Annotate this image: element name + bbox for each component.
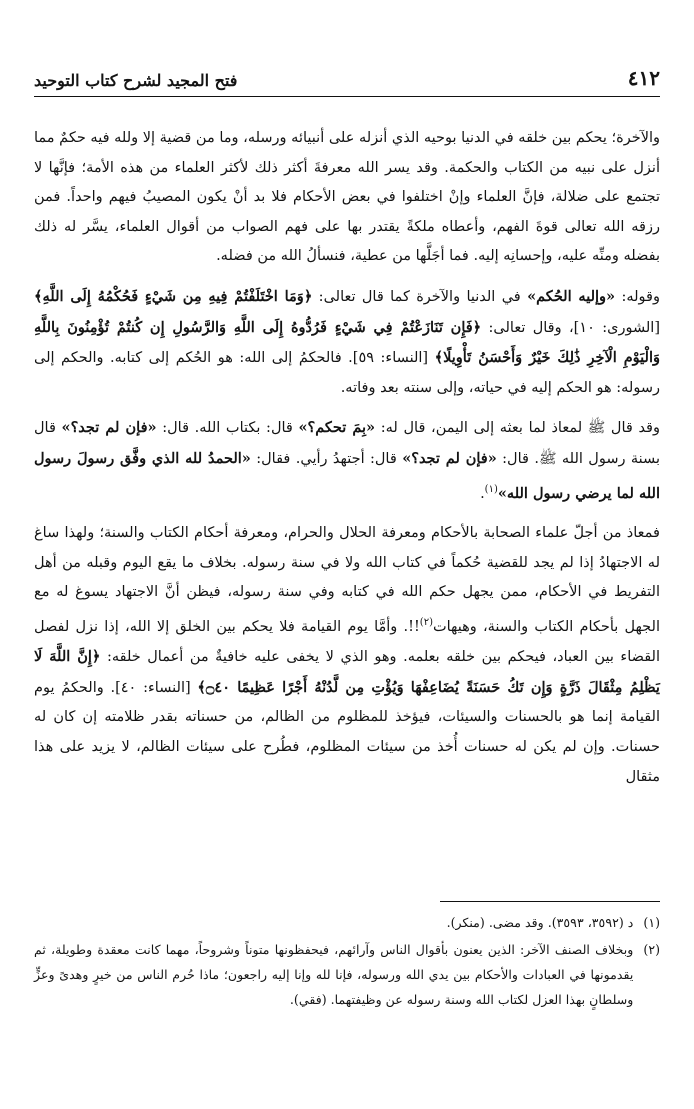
p2-text-end: [النساء: ٥٩]. فالحكمُ إلى الله: هو الحُكم إلى كتابه. والحكم إلى رسوله: هو الحكم إليه في حياته، وإلى سنته بعد وفاته. (34, 350, 660, 396)
paragraph-3 (34, 413, 660, 509)
p2-text-start: وقوله: (615, 288, 660, 305)
p3-text-e: قال بسنة رسول الله ﷺ. قال: (34, 420, 660, 467)
p4-text-b: !!. وأمَّا يوم القيامة فلا يحكم بين الخلق إلا الله، إذا نزل لفصل القضاء بين العباد، فيحكم بين خلقه بعلمه. وهو الذي لا يخفى عليه خافيةٌ من أعمال خلقه: (34, 618, 660, 666)
quran-verse-nisa-40: ﴿إِنَّ اللَّهَ لَا يَظْلِمُ مِثْقَالَ ذَرَّةٍ وَإِن تَكُ حَسَنَةً يُضَاعِفْهَا وَيُؤْتِ مِن لَّدُنْهُ أَجْرًا عَظِيمًا ۝٤٠﴾ (34, 648, 660, 696)
hadith-quote-4: «الحمدُ لله الذي وفَّق رسولَ رسول الله لما يرضي رسول الله» (34, 449, 660, 502)
footnote-number: (٢) (643, 942, 660, 957)
paragraph-2 (34, 282, 660, 403)
page-number: ٤١٢ (627, 66, 660, 90)
footnote-text: د (٣٥٩٢، ٣٥٩٣). وقد مضى. (منكر). (446, 915, 634, 930)
p3-text-a: وقد قال ﷺ لمعاذ لما بعثه إلى اليمن، قال له: (375, 420, 660, 437)
footnote-text: وبخلاف الصنف الآخر: الذين يعنون بأقوال الناس وآرائهم، فيحفظونها متوناً وشروحاً، مهما كانت معقدة وطويلة، ثم يقدمونها في العبادات والأحكام بين يدي الله ورسوله، فإنا لله وإنا إليه راجعون؛ ماذا حُرم الناس من خيرٍ وهدىً وعزٍّ وسلطانٍ بهذا العزل لكتاب الله وسنة رسوله عن وظيفتهما. (فقي). (34, 942, 634, 1007)
p3-text-c: قال: بكتاب الله. قال: (156, 420, 299, 437)
p3-text-end: . (480, 485, 485, 502)
p2-text-mid1: في الدنيا والآخرة كما قال تعالى: (312, 288, 528, 305)
footnote-ref-2: (٢) (419, 616, 433, 628)
footnote-1 (34, 910, 660, 935)
hadith-quote-2: «فإن لم تجد؟» (61, 419, 157, 437)
quran-verse-shura: ﴿وَمَا اخْتَلَفْتُمْ فِيهِ مِن شَيْءٍ فَحُكْمُهُ إِلَى اللَّهِ﴾ (34, 287, 313, 305)
paragraph-4 (34, 519, 660, 792)
p3-text-g: قال: أجتهدُ رأيي. فقال: (250, 450, 403, 467)
quoted-phrase: «وإليه الحُكم» (527, 287, 616, 305)
p4-text-a: فمعاذ من أجلّ علماء الصحابة بالأحكام ومعرفة الحلال والحرام، ومعرفة أحكام الكتاب والسنة؛ ولهذا ساغ له الاجتهادُ إذا لم يجد للقضية حُكماً في كتاب الله ولا في سنة رسوله. بخلاف ما يقع اليوم وقبله من أهل التفريط في الأحكام، ممن يجهل حكم الله في كتابه وفي سنة رسوله، فيظن أنَّ الاجتهاد يسوغ له مع الجهل بأحكام الكتاب والسنة، وهيهات (34, 524, 660, 635)
quran-verse-nisa-59: ﴿فَإِن تَنَازَعْتُمْ فِي شَيْءٍ فَرُدُّوهُ إِلَى اللَّهِ وَالرَّسُولِ إِن كُنتُمْ تُؤْمِنُونَ بِاللَّهِ وَالْيَوْمِ الْآخِرِ ذَٰلِكَ خَيْرٌ وَأَحْسَنُ تَأْوِيلًا﴾ (34, 318, 660, 367)
footnote-2 (34, 937, 660, 1012)
header-rule (34, 96, 660, 97)
page-header (34, 58, 660, 90)
p4-text-c: [النساء: ٤٠]. والحكمُ يوم القيامة إنما هو بالحسنات والسيئات، فيؤخذ للمظلوم من الظالم، من حسناته بقدر ظلامته إن كان له حسنات. وإن لم يكن له حسنات أُخذ من سيئات المظلوم، فطُرح على سيئات الظالم، لا يزيد على هذا مثقال (34, 679, 660, 785)
hadith-quote-3: «فإن لم تجد؟» (402, 449, 497, 467)
hadith-quote-1: «بِمَ تحكم؟» (298, 419, 376, 437)
footnote-ref-1: (١) (484, 483, 498, 495)
footnote-rule (440, 901, 660, 902)
running-title: فتح المجيد لشرح كتاب التوحيد (34, 71, 238, 90)
main-text (34, 124, 660, 792)
paragraph-1: والآخرة؛ يحكم بين خلقه في الدنيا بوحيه الذي أنزله على أنبيائه ورسله، وما من قضية إلا ولله فيه حكمٌ مما أنزل على نبيه من الكتاب والحكمة. وقد يسر الله معرفةَ أكثر ذلك لأكثر العلماء من هذه الأمة؛ فإنَّها لا تجتمع على ضلالة، فإنَّ العلماء وإنْ اختلفوا في بعض الأحكام فلا بد أنْ يكون المصيبُ فيهم واحداً. فمن رزقه الله تعالى قوةَ الفهم، وأعطاه ملكةً يقتدر بها على فهم الصواب من أقوال العلماء، يسَّر له ذلك بفضله ومنِّه عليه، وإحسانِه إليه. فما أجَلَّها من عطية، فنسألُ الله من فضله. (34, 130, 660, 265)
footnote-number: (١) (643, 915, 660, 930)
footnotes (34, 910, 660, 1014)
p2-text-mid2: [الشورى: ١٠]، وقال تعالى: (481, 319, 660, 336)
